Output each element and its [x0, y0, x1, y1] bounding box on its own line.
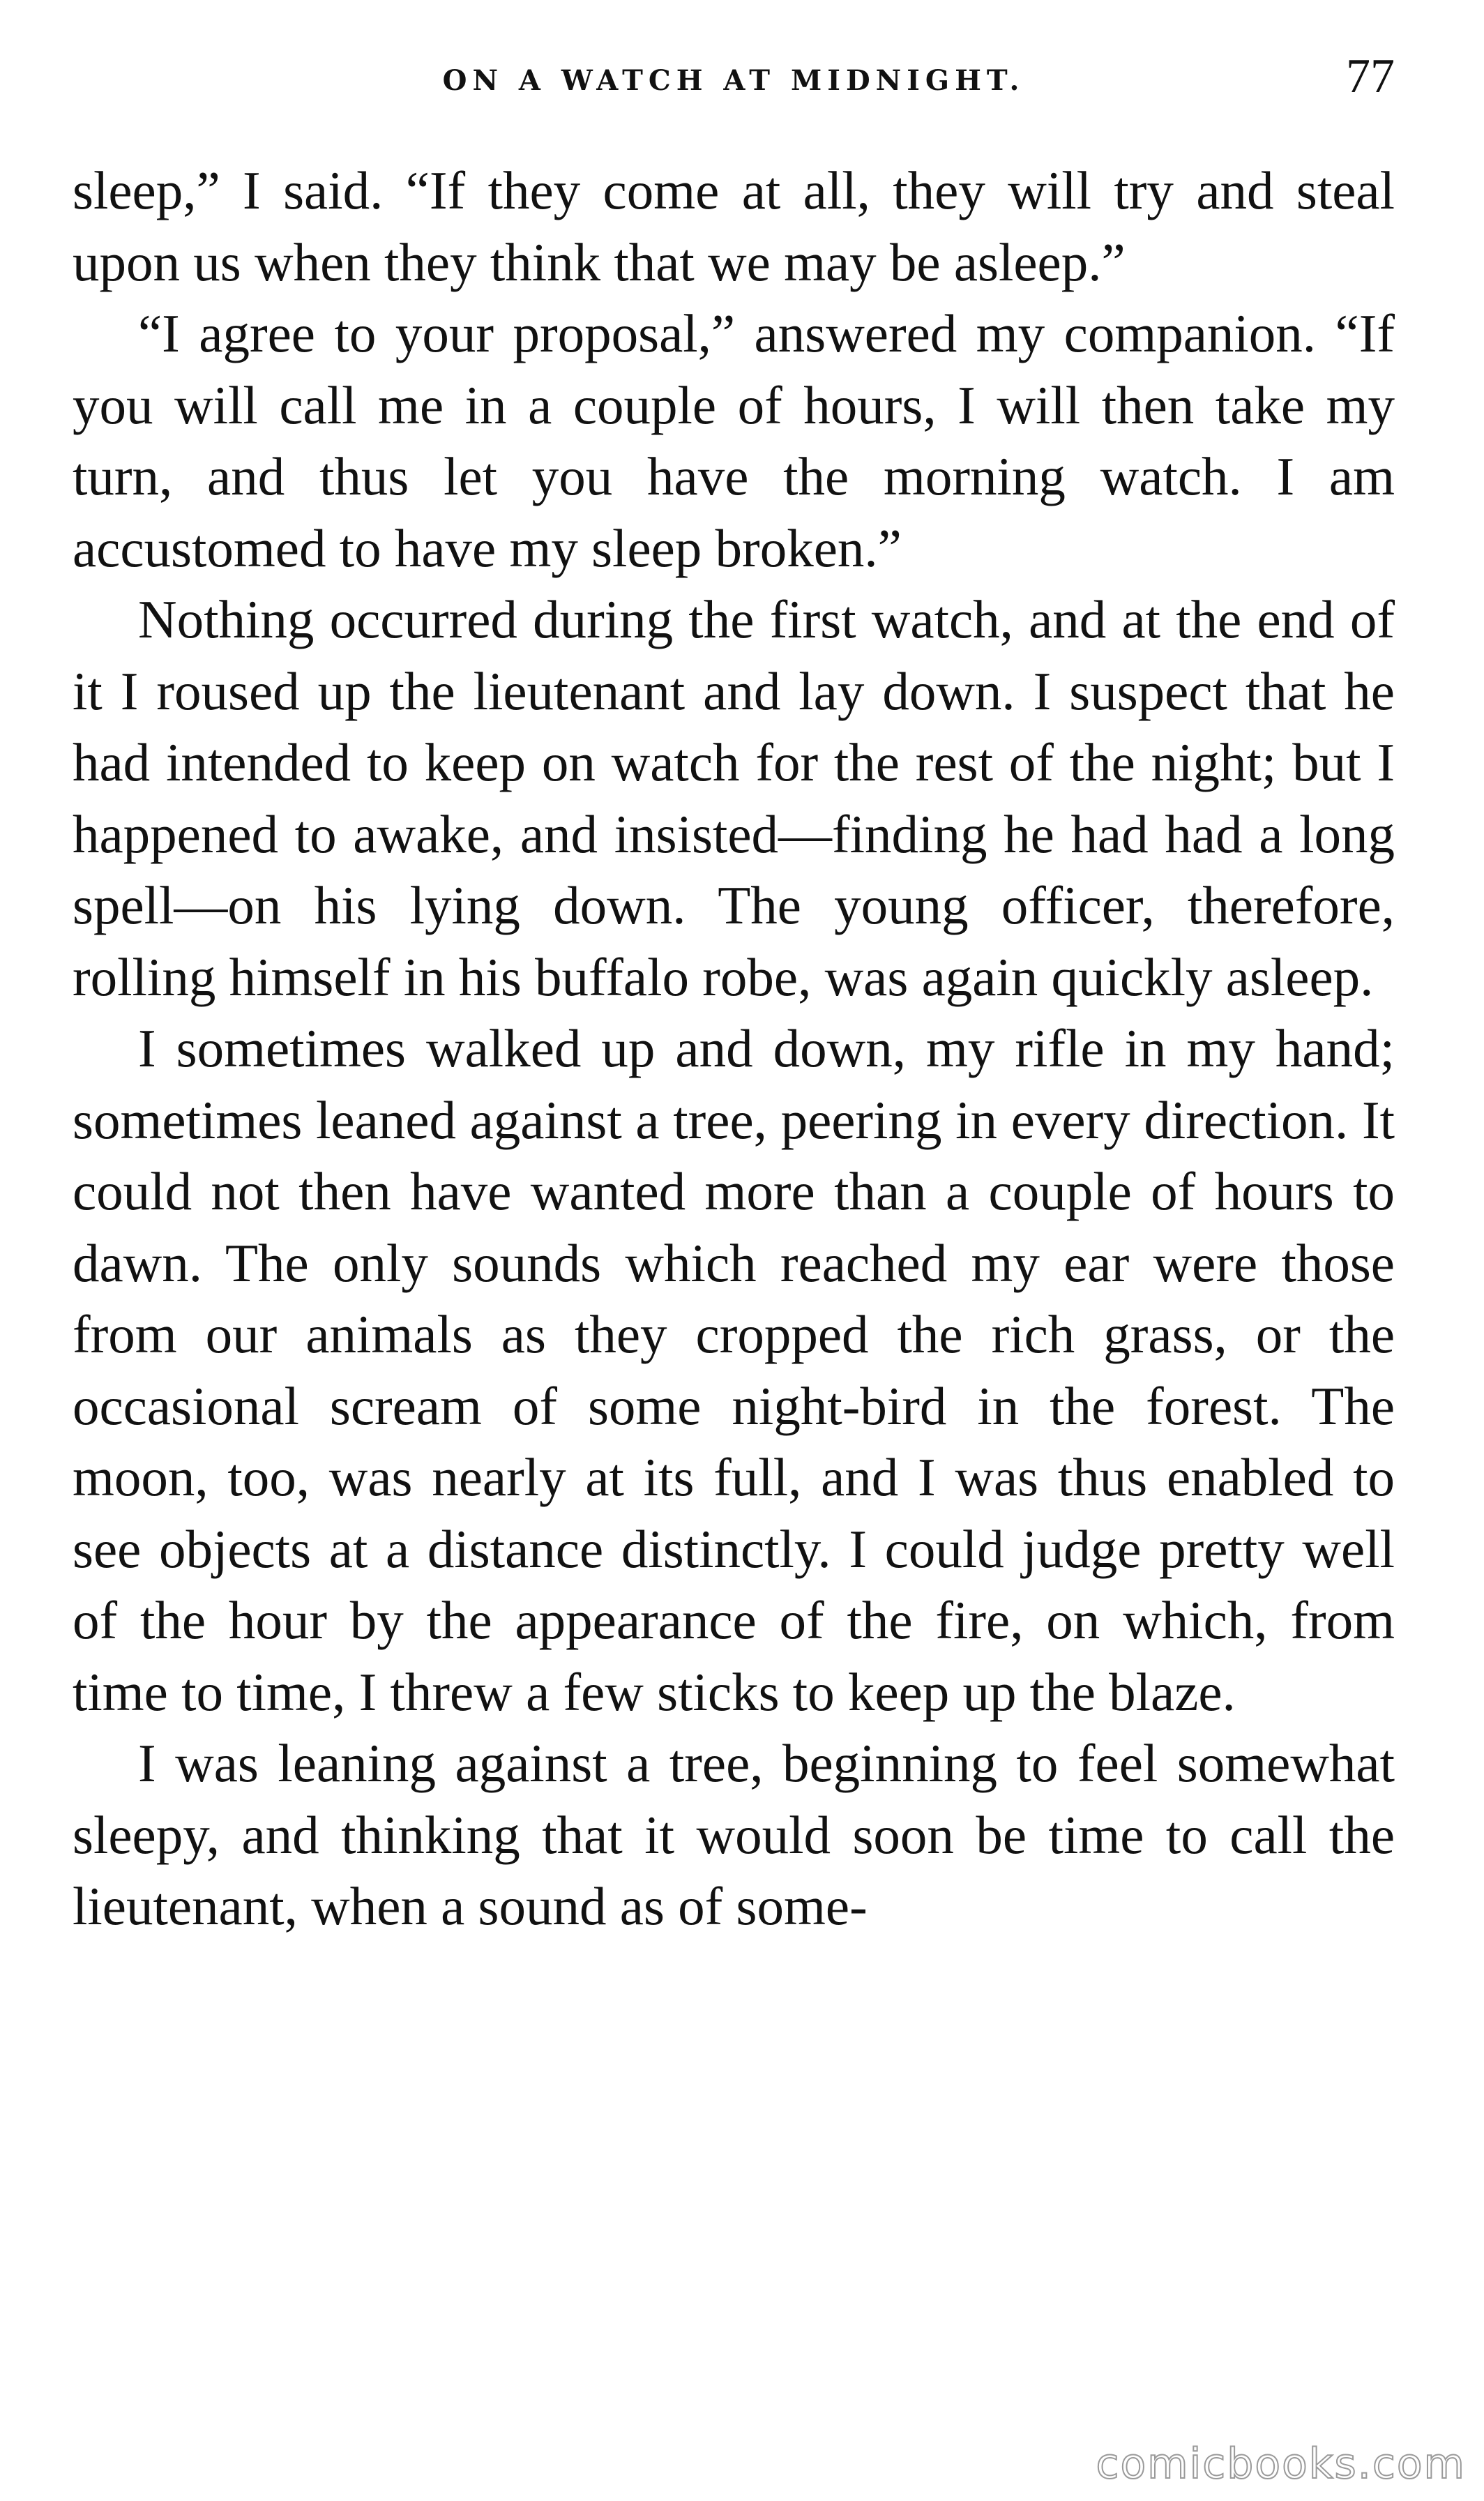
watermark: comicbooks.com — [1096, 2440, 1466, 2488]
paragraph-continued: sleep,” I said. “If they come at all, they will try and steal upon us when they think that we may be asleep.” — [73, 160, 1395, 292]
paragraph: Nothing occurred during the first watch, and at the end of it I roused up the lieutenant and lay down. I suspect that he had intended to keep on watch for the rest of the night; but I happened to awake, and insisted—finding he had had a long spell—on his lying down. The young officer, therefore, rolling himself in his buffalo robe, was again quickly asleep. — [73, 589, 1395, 1007]
body-text — [73, 155, 1395, 1942]
running-head — [73, 49, 1395, 126]
paragraph: I sometimes walked up and down, my rifle in my hand; sometimes leaned against a tree, peering in every direction. It could not then have wanted more than a couple of hours to dawn. The only sounds which reached my ear were those from our animals as they cropped the rich grass, or the occasional scream of some night-bird in the forest. The moon, too, was nearly at its full, and I was thus enabled to see objects at a distance distinctly. I could judge pretty well of the hour by the appearance of the fire, on which, from time to time, I threw a few sticks to keep up the blaze. — [73, 1018, 1395, 1722]
paragraph: “I agree to your proposal,” answered my companion. “If you will call me in a couple of hours, I will then take my turn, and thus let you have the morning watch. I am accustomed to have my sleep broken.” — [73, 303, 1395, 578]
paragraph: I was leaning against a tree, beginning to feel somewhat sleepy, and thinking that it would soon be time to call the lieutenant, when a sound as of some- — [73, 1733, 1395, 1936]
page-number: 77 — [1346, 50, 1395, 103]
running-title: ON A WATCH AT MIDNIGHT. — [442, 64, 1025, 97]
